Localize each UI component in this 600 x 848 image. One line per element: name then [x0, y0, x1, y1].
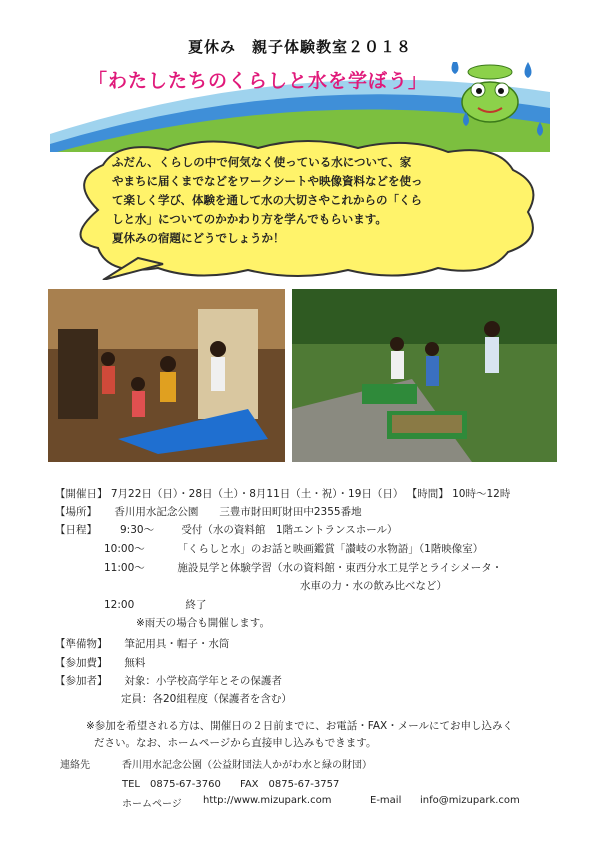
note-line: ださい。なお、ホームページから直接申し込みもできます。: [94, 737, 377, 749]
contact-label: 連絡先: [60, 760, 90, 771]
schedule-item: [104, 560, 502, 575]
contact-tel: TEL 0875-67-3760: [122, 779, 221, 790]
intro-line: ふだん、くらしの中で何気なく使っている水について、家: [112, 155, 412, 169]
fee-value: 無料: [124, 657, 146, 669]
time-label: 【時間】: [406, 488, 449, 500]
page-title: 夏休み 親子体験教室２０１８: [187, 38, 412, 56]
schedule-desc: 「くらしと水」のお話と映画鑑賞「讃岐の水物語」（1階映像室）: [177, 543, 484, 555]
schedule-desc: 終了: [185, 599, 207, 611]
contact-hp-url[interactable]: http://www.mizupark.com: [203, 795, 332, 806]
schedule-time: 12:00: [104, 599, 135, 611]
info-fee-row: [55, 655, 145, 670]
items-value: 筆記用具・帽子・水筒: [124, 638, 230, 650]
place-label: 【場所】: [55, 506, 97, 518]
page-subtitle: 「わたしたちのくらしと水を学ぼう」: [88, 70, 429, 92]
schedule-item: [300, 578, 447, 593]
intro-text: [112, 153, 472, 248]
info-items-row: [55, 636, 229, 651]
frog-icon: [462, 65, 518, 122]
date-value: 7月22日（日）・28日（土）・8月11日（土・祝）・19日（日）: [110, 488, 404, 500]
application-notes: [86, 718, 556, 752]
info-date-row: [55, 486, 510, 501]
place-value: 香川用水記念公園 三豊市財田町財田中2355番地: [114, 506, 362, 518]
intro-line: 夏休みの宿題にどうでしょうか！: [112, 231, 285, 245]
contact-email[interactable]: info@mizupark.com: [420, 795, 520, 806]
contact-fax: FAX 0875-67-3757: [240, 779, 340, 790]
schedule-item: [120, 522, 398, 537]
participants-label: 【参加者】: [55, 675, 108, 687]
fee-label: 【参加費】: [55, 657, 108, 669]
time-value: 10時～12時: [452, 488, 511, 500]
intro-line: て楽しく学び、体験を通して水の大切さやこれからの「くら: [112, 193, 423, 207]
photo-indoor-activity: [48, 289, 285, 462]
info-schedule-row: [55, 522, 111, 537]
note-line: ※参加を希望される方は、開催日の２日前までに、お電話・FAX・メールにてお申し込みく: [86, 720, 514, 732]
schedule-desc: 受付（水の資料館 1階エントランスホール）: [181, 524, 398, 536]
rain-note: ※雨天の場合も開催します。: [136, 617, 270, 629]
schedule-item: [104, 597, 206, 612]
photo-outdoor-activity: [292, 289, 557, 462]
items-label: 【準備物】: [55, 638, 108, 650]
schedule-time: 11:00～: [104, 562, 145, 574]
participants-target: 対象：小学校高学年とその保護者: [124, 675, 282, 687]
schedule-item: [104, 541, 483, 556]
contact-hp-label: ホームページ: [122, 799, 182, 810]
contact-org: 香川用水記念公園（公益財団法人かがわ水と緑の財団）: [122, 760, 372, 771]
participants-capacity: 定員：各20組程度（保護者を含む）: [121, 693, 292, 705]
schedule-desc: 施設見学と体験学習（水の資料館・東西分水工見学とライシメータ・: [177, 562, 503, 574]
intro-line: しと水」についてのかかわり方を学んでもらいます。: [112, 212, 387, 226]
schedule-desc: 水車の力・水の飲み比べなど）: [300, 580, 447, 592]
contact-email-label: E-mail: [370, 795, 402, 806]
schedule-time: 9:30～: [120, 524, 155, 536]
date-label: 【開催日】: [55, 488, 108, 500]
schedule-label: 【日程】: [55, 524, 97, 536]
schedule-time: 10:00～: [104, 543, 145, 555]
intro-line: やまちに届くまでなどをワークシートや映像資料などを使っ: [112, 174, 423, 188]
info-participants-row: [55, 673, 282, 688]
info-place-row: [55, 504, 362, 519]
